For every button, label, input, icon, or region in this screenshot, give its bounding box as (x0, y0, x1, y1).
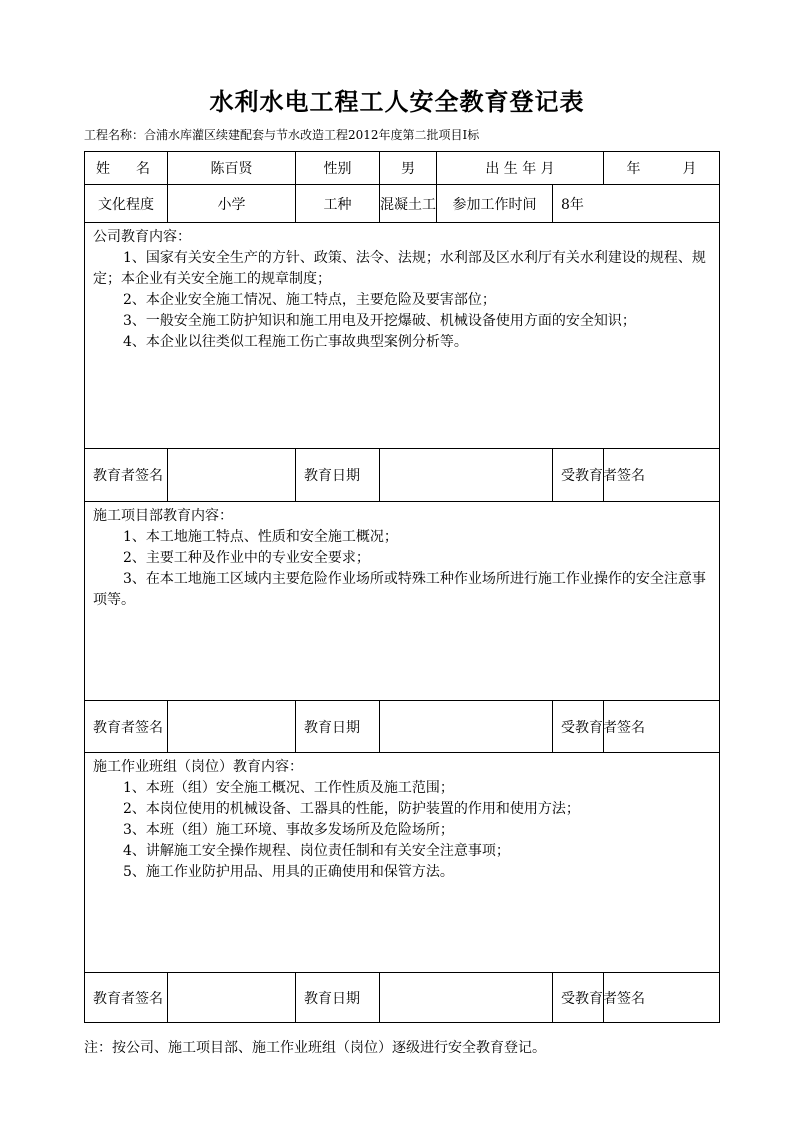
educator-sign-field[interactable] (168, 449, 296, 502)
content-item: 1、国家有关安全生产的方针、政策、法令、法规；水利部及区水利厅有关水利建设的规程、规定；本企业有关安全施工的规章制度； (93, 250, 706, 287)
section-heading: 施工项目部教育内容： (93, 508, 233, 524)
educator-sign-field[interactable] (168, 973, 296, 1023)
education-date-label: 教育日期 (296, 701, 380, 753)
form-title: 水利水电工程工人安全教育登记表 (209, 87, 585, 116)
content-item: 4、讲解施工安全操作规程、岗位责任制和有关安全注意事项； (123, 843, 510, 859)
educatee-sign-label: 受教育者签名 (553, 701, 604, 753)
section-heading: 施工作业班组（岗位）教育内容： (93, 759, 303, 775)
gender-value[interactable]: 男 (380, 152, 437, 185)
trade-label: 工种 (296, 185, 380, 223)
project-dept-education-content (85, 502, 720, 701)
content-item: 3、一般安全施工防护知识和施工用电及开挖爆破、机械设备使用方面的安全知识； (123, 313, 636, 329)
team-education-content (85, 753, 720, 973)
content-item: 3、在本工地施工区域内主要危险作业场所或特殊工种作业场所进行施工作业操作的安全注意事项等。 (93, 571, 706, 608)
education-value[interactable]: 小学 (168, 185, 296, 223)
education-date-label: 教育日期 (296, 449, 380, 502)
company-education-content (85, 223, 720, 449)
educator-sign-field[interactable] (168, 701, 296, 753)
content-item: 2、本企业安全施工情况、施工特点，主要危险及要害部位； (123, 292, 496, 308)
name-label: 姓 名 (85, 152, 168, 185)
educatee-sign-label: 受教育者签名 (553, 973, 604, 1023)
name-value[interactable]: 陈百贤 (168, 152, 296, 185)
educator-sign-label: 教育者签名 (85, 973, 168, 1023)
education-date-label: 教育日期 (296, 973, 380, 1023)
content-item: 2、本岗位使用的机械设备、工器具的性能，防护装置的作用和使用方法； (123, 801, 580, 817)
footnote: 注：按公司、施工项目部、施工作业班组（岗位）逐级进行安全教育登记。 (84, 1040, 546, 1056)
content-item: 1、本工地施工特点、性质和安全施工概况； (123, 529, 398, 545)
education-label: 文化程度 (85, 185, 168, 223)
content-item: 4、本企业以往类似工程施工伤亡事故典型案例分析等。 (123, 334, 468, 350)
educatee-sign-label: 受教育者签名 (553, 449, 604, 502)
content-item: 2、主要工种及作业中的专业安全要求； (123, 550, 370, 566)
work-time-value[interactable]: 8年 (553, 185, 720, 223)
work-time-label: 参加工作时间 (437, 185, 553, 223)
section-heading: 公司教育内容： (93, 229, 191, 245)
registration-table (84, 151, 720, 1023)
content-item: 3、本班（组）施工环境、事故多发场所及危险场所； (123, 822, 454, 838)
birth-label: 出 生 年 月 (437, 152, 604, 185)
educator-sign-label: 教育者签名 (85, 449, 168, 502)
content-item: 1、本班（组）安全施工概况、工作性质及施工范围； (123, 780, 454, 796)
birth-value[interactable]: 年 月 (604, 152, 720, 185)
trade-value[interactable]: 混凝土工 (380, 185, 437, 223)
project-name-line: 工程名称：合浦水库灌区续建配套与节水改造工程2012年度第二批项目Ⅰ标 (84, 128, 480, 142)
educator-sign-label: 教育者签名 (85, 701, 168, 753)
content-item: 5、施工作业防护用品、用具的正确使用和保管方法。 (123, 864, 454, 880)
education-date-field[interactable] (380, 973, 553, 1023)
education-date-field[interactable] (380, 701, 553, 753)
education-date-field[interactable] (380, 449, 553, 502)
gender-label: 性别 (296, 152, 380, 185)
